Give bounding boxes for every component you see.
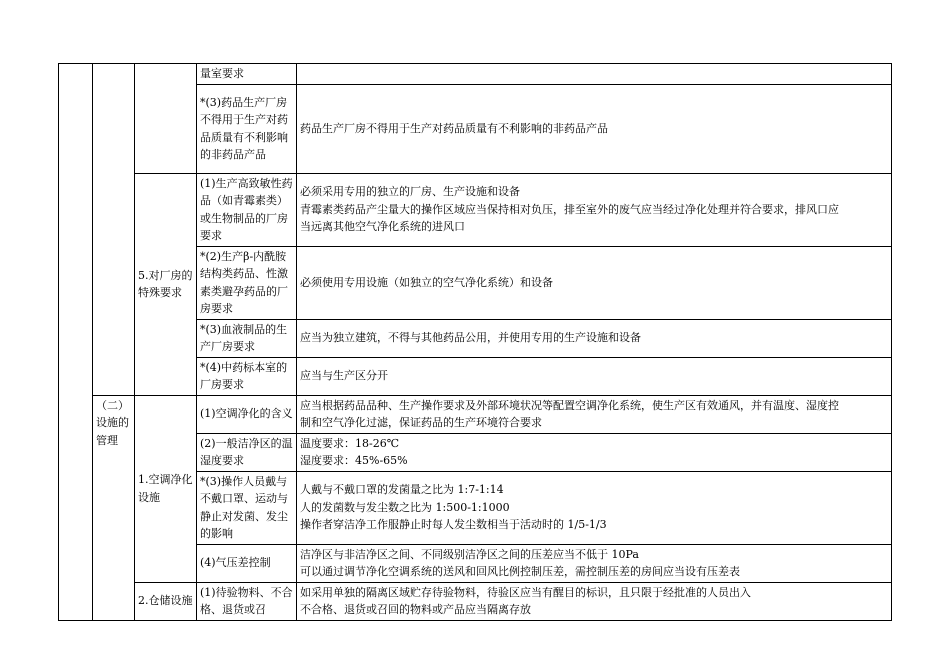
requirement-cell: (4)气压差控制: [197, 544, 297, 582]
content-table: [58, 63, 892, 621]
table-row: [59, 395, 892, 433]
requirement-cell: *(3)操作人员戴与不戴口罩、运动与静止对发菌、发尘的影响: [197, 471, 297, 544]
requirement-cell: (1)空调净化的含义: [197, 395, 297, 433]
description-cell: 应当根据药品品种、生产操作要求及外部环境状况等配置空调净化系统，使生产区有效通风，并有温度、湿度控 制和空气净化过滤，保证药品的生产环境符合要求: [297, 395, 892, 433]
category-cell: 2.仓储设施: [135, 582, 197, 620]
category-cell: [135, 64, 197, 174]
description-cell: 人戴与不戴口罩的发菌量之比为 1:7-1:14 人的发菌数与发尘数之比为 1:500-1:1000 操作者穿洁净工作服静止时每人发尘数相当于活动时的 1/5-1/3: [297, 471, 892, 544]
requirement-cell: (2)一般洁净区的温湿度要求: [197, 433, 297, 471]
description-cell: 洁净区与非洁净区之间、不同级别洁净区之间的压差应当不低于 10Pa 可以通过调节净化空调系统的送风和回风比例控制压差，需控制压差的房间应当设有压差表: [297, 544, 892, 582]
description-cell: 必须采用专用的独立的厂房、生产设施和设备 青霉素类药品产尘量大的操作区域应当保持相对负压，排至室外的废气应当经过净化处理并符合要求，排风口应 当远离其他空气净化系统的进风口: [297, 173, 892, 246]
requirement-cell: *(4)中药标本室的厂房要求: [197, 357, 297, 395]
description-cell: 药品生产厂房不得用于生产对药品质量有不利影响的非药品产品: [297, 84, 892, 173]
description-cell: [297, 64, 892, 85]
requirement-cell: *(3)血液制品的生产厂房要求: [197, 319, 297, 357]
requirement-cell: (1)待验物料、不合格、退货或召: [197, 582, 297, 620]
table-row: [59, 582, 892, 620]
requirement-cell: *(3)药品生产厂房不得用于生产对药品质量有不利影响的非药品产品: [197, 84, 297, 173]
requirement-cell: 量室要求: [197, 64, 297, 85]
category-cell: 1.空调净化设施: [135, 395, 197, 582]
subsection-cell: [93, 64, 135, 396]
description-cell: 应当与生产区分开: [297, 357, 892, 395]
description-cell: 必须使用专用设施（如独立的空气净化系统）和设备: [297, 246, 892, 319]
requirement-cell: *(2)生产β-内酰胺结构类药品、性激素类避孕药品的厂房要求: [197, 246, 297, 319]
description-cell: 如采用单独的隔离区域贮存待验物料，待验区应当有醒目的标识，且只限于经批准的人员出入 不合格、退货或召回的物料或产品应当隔离存放: [297, 582, 892, 620]
category-cell: 5.对厂房的特殊要求: [135, 173, 197, 395]
requirement-cell: (1)生产高致敏性药品（如青霉素类）或生物制品的厂房要求: [197, 173, 297, 246]
subsection-cell: （二）设施的管理: [93, 395, 135, 620]
description-cell: 温度要求：18-26℃ 湿度要求：45%-65%: [297, 433, 892, 471]
description-cell: 应当为独立建筑，不得与其他药品公用，并使用专用的生产设施和设备: [297, 319, 892, 357]
table-row: [59, 64, 892, 85]
section-column: [59, 64, 93, 621]
table-row: [59, 173, 892, 246]
